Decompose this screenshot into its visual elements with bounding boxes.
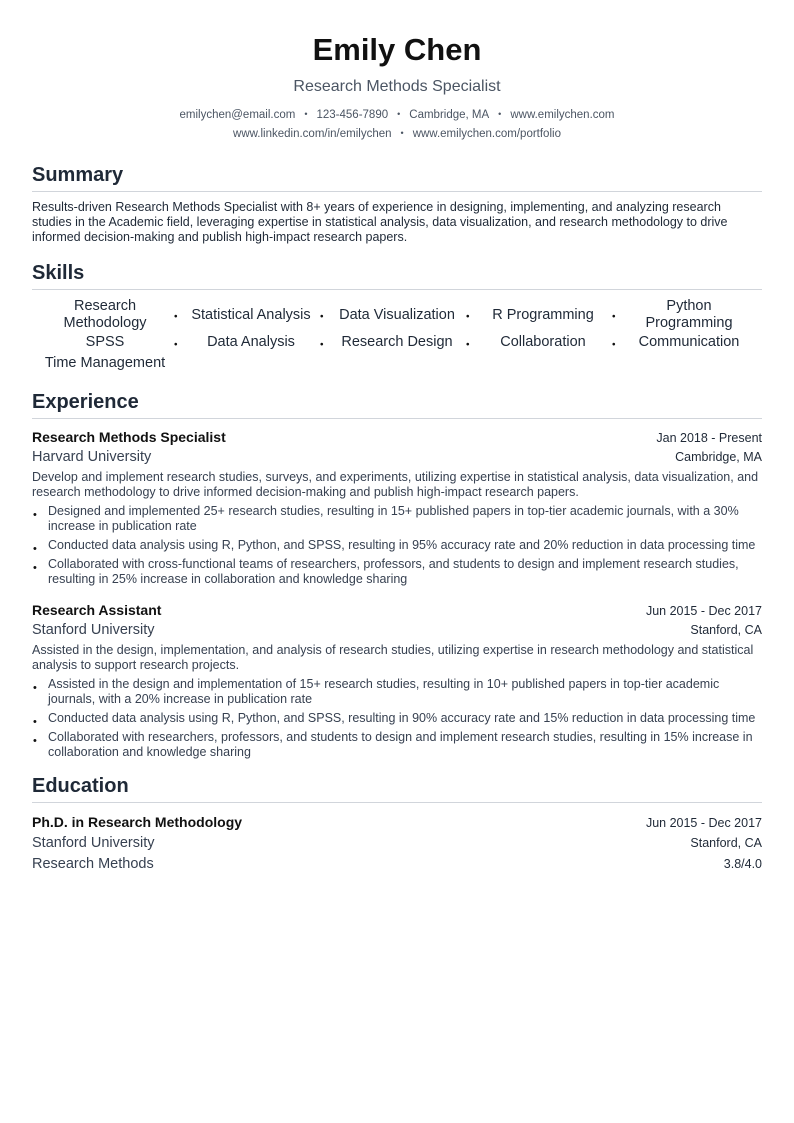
- field-of-study: Research Methods: [32, 856, 154, 872]
- bullet-dot: •: [466, 311, 470, 323]
- job-location: Stanford, CA: [690, 623, 762, 637]
- education-entry: [32, 812, 762, 875]
- gpa: 3.8/4.0: [723, 857, 762, 871]
- bullet-dot: •: [33, 509, 37, 521]
- skill-label: Communication: [638, 334, 740, 350]
- bullet-dot: •: [33, 562, 37, 574]
- skill-label: Statistical Analysis: [191, 306, 311, 323]
- location-text: Cambridge, MA: [409, 109, 490, 121]
- bullet-dot: •: [320, 311, 324, 323]
- skill-label: SPSS: [85, 334, 125, 350]
- contact-row-primary: [32, 105, 762, 124]
- list-item: [32, 711, 762, 726]
- list-item: [32, 677, 762, 707]
- job-company-row: [32, 447, 762, 468]
- job-title: Research Methods Specialist: [32, 429, 226, 445]
- separator-dot: •: [498, 109, 502, 119]
- skill-label: Research Design: [341, 334, 453, 350]
- school-location: Stanford, CA: [690, 836, 762, 850]
- job-location: Cambridge, MA: [675, 450, 762, 464]
- bullet-dot: •: [33, 682, 37, 694]
- job-bullets: [32, 504, 762, 587]
- experience-section: [32, 390, 762, 760]
- job-description: Assisted in the design, implementation, and analysis of research studies, utilizing expertise in research methodology and statistical analysis to support research projects.: [32, 643, 754, 672]
- skill-item: [32, 353, 178, 374]
- job-dates: Jun 2015 - Dec 2017: [645, 604, 762, 618]
- field-row: [32, 854, 762, 875]
- skills-section: [32, 261, 762, 374]
- education-dates: Jun 2015 - Dec 2017: [645, 816, 762, 830]
- linkedin-link[interactable]: www.linkedin.com/in/emilychen: [233, 128, 392, 140]
- candidate-title: Research Methods Specialist: [293, 78, 501, 95]
- skill-item: [612, 298, 762, 332]
- bullet-dot: •: [466, 339, 470, 351]
- portfolio-link[interactable]: www.emilychen.com/portfolio: [412, 128, 561, 140]
- job-company-row: [32, 620, 762, 641]
- bullet-dot: •: [174, 339, 178, 351]
- skill-label: R Programming: [492, 306, 594, 323]
- summary-section: [32, 163, 762, 245]
- job-title: Research Assistant: [32, 602, 162, 618]
- job-entry: [32, 601, 762, 760]
- bullet-text: Conducted data analysis using R, Python, and SPSS, resulting in 90% accuracy rate and 15% reduction in data processing time: [48, 711, 756, 725]
- job-description: Develop and implement research studies, surveys, and experiments, utilizing expertise in statistical analysis, data visualization, and research methodology to drive informed decision-making and publish high-impact research papers.: [32, 470, 759, 499]
- list-item: [32, 504, 762, 534]
- bullet-dot: •: [33, 543, 37, 555]
- phone-number[interactable]: 123-456-7890: [316, 109, 389, 121]
- skill-label: Data Analysis: [207, 334, 295, 350]
- bullet-dot: •: [612, 311, 616, 323]
- bullet-dot: •: [174, 311, 178, 323]
- school-name: Stanford University: [32, 835, 155, 851]
- skill-item: [32, 332, 178, 353]
- degree-row: [32, 812, 762, 833]
- skill-item: [612, 332, 762, 353]
- job-title-row: [32, 428, 762, 447]
- contact-row-secondary: [32, 124, 762, 143]
- skill-label: Collaboration: [500, 334, 586, 350]
- education-heading: Education: [32, 774, 762, 803]
- list-item: [32, 557, 762, 587]
- bullet-dot: •: [33, 735, 37, 747]
- job-entry: [32, 428, 762, 587]
- degree-name: Ph.D. in Research Methodology: [32, 814, 243, 830]
- bullet-dot: •: [612, 339, 616, 351]
- candidate-name: Emily Chen: [312, 32, 482, 67]
- bullet-dot: •: [33, 716, 37, 728]
- skill-label: Data Visualization: [339, 306, 455, 323]
- skill-label: Research Methodology: [63, 298, 147, 331]
- job-title-row: [32, 601, 762, 620]
- experience-heading: Experience: [32, 390, 762, 419]
- skill-label: Python Programming: [645, 298, 733, 331]
- skill-item: [320, 298, 470, 332]
- skill-item: [174, 298, 324, 332]
- bullet-text: Collaborated with cross-functional teams of researchers, professors, and students to design and implement research studies, resulting in 25% increase in collaboration and knowledge sharing: [48, 557, 739, 586]
- skill-item: [320, 332, 470, 353]
- job-dates: Jan 2018 - Present: [656, 431, 762, 445]
- education-section: [32, 774, 762, 875]
- skill-item: [32, 298, 178, 332]
- bullet-dot: •: [320, 339, 324, 351]
- list-item: [32, 730, 762, 760]
- separator-dot: •: [400, 128, 404, 138]
- skills-grid: [32, 298, 762, 374]
- bullet-text: Designed and implemented 25+ research studies, resulting in 15+ published papers in top-tier academic journals, with a 30% increase in publication rate: [48, 504, 739, 533]
- skill-item: [174, 332, 324, 353]
- bullet-text: Conducted data analysis using R, Python, and SPSS, resulting in 95% accuracy rate and 20% reduction in data processing time: [48, 538, 756, 552]
- school-row: [32, 833, 762, 854]
- email-link[interactable]: emilychen@email.com: [179, 109, 296, 121]
- website-link[interactable]: www.emilychen.com: [510, 109, 615, 121]
- list-item: [32, 538, 762, 553]
- separator-dot: •: [304, 109, 308, 119]
- job-company: Stanford University: [32, 622, 155, 638]
- bullet-text: Assisted in the design and implementation of 15+ research studies, resulting in 10+ published papers in top-tier academic journals, with a 20% increase in publication rate: [48, 677, 720, 706]
- summary-heading: Summary: [32, 163, 762, 192]
- bullet-text: Collaborated with researchers, professors, and students to design and implement research studies, resulting in 15% increase in collaboration and knowledge sharing: [48, 730, 753, 759]
- skill-item: [466, 298, 616, 332]
- skill-item: [466, 332, 616, 353]
- separator-dot: •: [397, 109, 401, 119]
- summary-text: Results-driven Research Methods Specialist with 8+ years of experience in designing, implementing, and analyzing research studies in the Academic field, leveraging expertise in statistical analysis, data visualization, and research methodology to drive informed decision-making and publish high-impact research papers.: [32, 200, 728, 244]
- skill-label: Time Management: [44, 355, 166, 371]
- resume-header: [32, 0, 762, 143]
- skills-heading: Skills: [32, 261, 762, 290]
- job-company: Harvard University: [32, 449, 152, 465]
- job-bullets: [32, 677, 762, 760]
